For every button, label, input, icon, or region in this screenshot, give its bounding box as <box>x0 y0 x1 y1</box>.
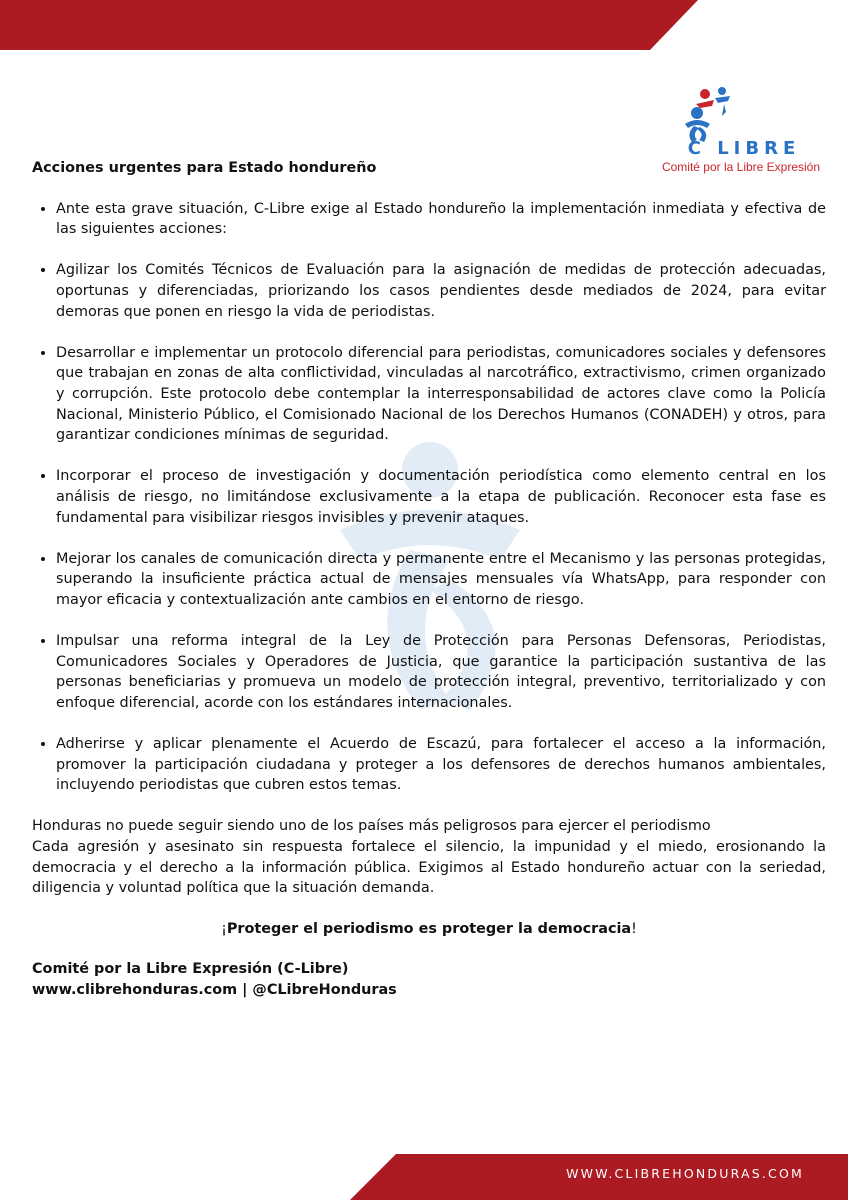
footer-website: WWW.CLIBREHONDURAS.COM <box>566 1166 804 1181</box>
actions-list <box>32 199 826 796</box>
document-body <box>32 158 826 1001</box>
people-figures-icon <box>652 86 830 142</box>
list-item: • Ante esta grave situación, C-Libre exige al Estado hondureño la implementación inmediata y efectiva de las siguientes acciones: <box>56 199 826 240</box>
section-heading: Acciones urgentes para Estado hondureño <box>32 160 377 176</box>
slogan-text: Proteger el periodismo es proteger la democracia <box>226 920 632 937</box>
slogan-close: ! <box>631 920 637 937</box>
list-item: • Mejorar los canales de comunicación directa y permanente entre el Mecanismo y las personas protegidas, superando la insuficiente práctica actual de mensajes mensuales vía WhatsApp, para responder con mayor eficacia y contextualización ante cambios en el entorno de riesgo. <box>56 549 826 611</box>
closing-line: Honduras no puede seguir siendo uno de los países más peligrosos para ejercer el periodismo <box>32 818 711 835</box>
list-item: • Adherirse y aplicar plenamente el Acuerdo de Escazú, para fortalecer el acceso a la información, promover la participación ciudadana y proteger a los defensores de derechos humanos ambientales, incluyendo periodistas que cubren estos temas. <box>56 734 826 796</box>
list-item: • Incorporar el proceso de investigación y documentación periodística como elemento central en los análisis de riesgo, no limitándose exclusivamente a la etapa de publicación. Reconocer esta fase es fundamental para visibilizar riesgos invisibles y prevenir ataques. <box>56 466 826 528</box>
signature-contact: www.clibrehonduras.com | @CLibreHonduras <box>32 981 397 998</box>
closing-paragraph <box>32 816 826 898</box>
logo-wordmark: C LIBRE <box>687 138 801 159</box>
slogan-open: ¡ <box>221 920 227 937</box>
closing-text: Cada agresión y asesinato sin respuesta fortalece el silencio, la impunidad y el miedo, erosionando la democracia y el derecho a la información pública. Exigimos al Estado hondureño actuar con la seriedad, diligencia y voluntad política que la situación demanda. <box>32 839 826 897</box>
logo-tagline: Comité por la Libre Expresión <box>661 160 821 174</box>
list-item: • Agilizar los Comités Técnicos de Evaluación para la asignación de medidas de protección adecuadas, oportunas y diferenciadas, priorizando los casos pendientes desde mediados de 2024, para evitar demoras que ponen en riesgo la vida de periodistas. <box>56 260 826 322</box>
slogan <box>32 919 826 940</box>
signature-org: Comité por la Libre Expresión (C-Libre) <box>32 961 349 978</box>
top-red-band <box>0 0 848 50</box>
list-item: • Impulsar una reforma integral de la Ley de Protección para Personas Defensoras, Periodistas, Comunicadores Sociales y Operadores de Justicia, que garantice la participación sustantiva de las personas beneficiarias y promueva un modelo de protección integral, preventivo, territorializado y con enfoque diferencial, acorde con los estándares internacionales. <box>56 631 826 713</box>
list-item: • Desarrollar e implementar un protocolo diferencial para periodistas, comunicadores sociales y defensores que trabajan en zonas de alta conflictividad, vinculadas al narcotráfico, extractivismo, crimen organizado y corrupción. Este protocolo debe contemplar la interresponsabilidad de actores clave como la Policía Nacional, Ministerio Público, el Comisionado Nacional de los Derechos Humanos (CONADEH) y otros, para garantizar condiciones mínimas de seguridad. <box>56 343 826 446</box>
